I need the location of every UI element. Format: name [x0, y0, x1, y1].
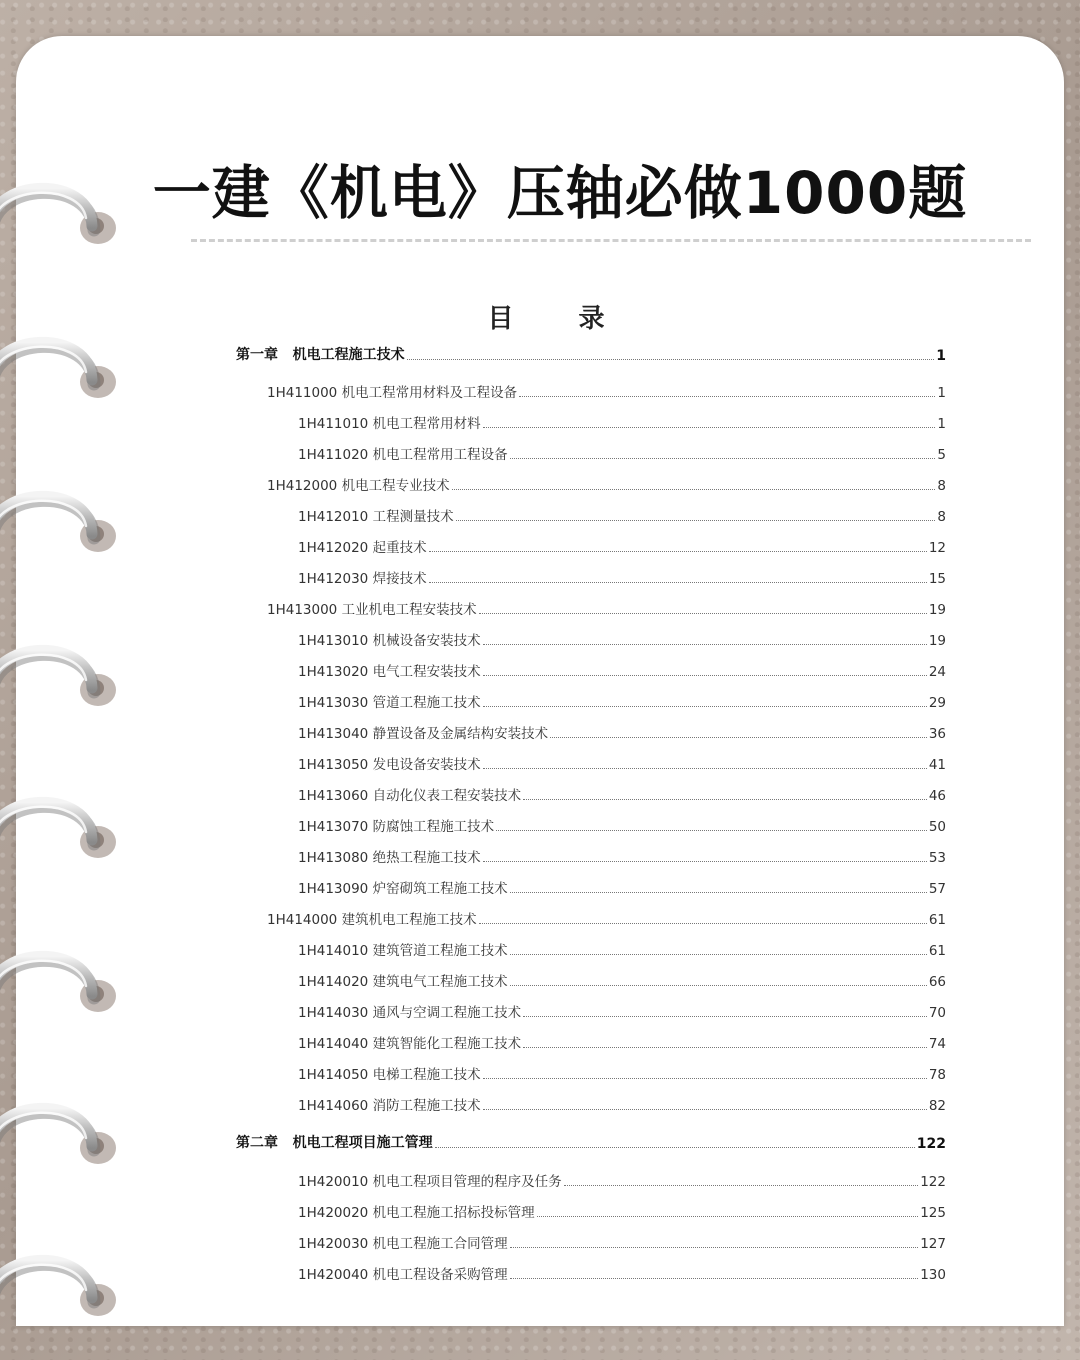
toc-leader-dots [550, 737, 927, 738]
toc-entry[interactable] [236, 1201, 946, 1221]
toc-entry[interactable] [236, 629, 946, 649]
toc-entry-page: 24 [928, 664, 946, 680]
toc-entry[interactable] [236, 660, 946, 680]
toc-leader-dots [510, 892, 927, 893]
toc-leader-dots [483, 1109, 927, 1110]
toc-entry-title: 1H412000 机电工程专业技术 [267, 478, 450, 494]
binding-ring-icon [0, 782, 120, 862]
toc-entry[interactable] [236, 722, 946, 742]
toc-entry-title: 1H414050 电梯工程施工技术 [298, 1067, 481, 1083]
toc-heading: 目 录 [487, 304, 633, 334]
binding-ring-icon [0, 476, 120, 556]
toc-entry-page: 122 [916, 1136, 946, 1152]
toc-entry-title: 1H412020 起重技术 [298, 540, 427, 556]
binding-ring-icon [0, 1240, 120, 1320]
toc-leader-dots [479, 613, 927, 614]
toc-entry[interactable] [236, 381, 946, 401]
toc-entry-page: 66 [928, 974, 946, 990]
toc-leader-dots [407, 359, 935, 360]
toc-entry[interactable] [236, 505, 946, 525]
toc-entry-page: 29 [928, 695, 946, 711]
toc-leader-dots [523, 799, 927, 800]
toc-entry-page: 61 [928, 912, 946, 928]
toc-leader-dots [510, 458, 936, 459]
toc-leader-dots [510, 954, 927, 955]
toc-entry-title: 1H413050 发电设备安装技术 [298, 757, 481, 773]
toc-entry-title: 1H413090 炉窑砌筑工程施工技术 [298, 881, 508, 897]
toc-leader-dots [483, 1078, 927, 1079]
toc-entry-title: 1H414040 建筑智能化工程施工技术 [298, 1036, 522, 1052]
toc-entry-page: 1 [937, 416, 946, 432]
toc-entry-title: 1H411010 机电工程常用材料 [298, 416, 481, 432]
toc-entry-title: 1H414000 建筑机电工程施工技术 [267, 912, 477, 928]
toc-entry-title: 1H411000 机电工程常用材料及工程设备 [267, 385, 518, 401]
toc-entry-page: 1 [937, 385, 946, 401]
toc-entry-title: 第二章 机电工程项目施工管理 [236, 1135, 433, 1151]
toc-entry-page: 8 [937, 478, 946, 494]
toc-entry[interactable] [236, 784, 946, 804]
toc-entry-title: 1H414060 消防工程施工技术 [298, 1098, 481, 1114]
toc-entry[interactable] [236, 536, 946, 556]
toc-entry[interactable] [236, 598, 946, 618]
toc-entry-title: 1H414010 建筑管道工程施工技术 [298, 943, 508, 959]
toc-entry-page: 78 [928, 1067, 946, 1083]
toc-entry[interactable] [236, 1094, 946, 1114]
toc-entry-page: 12 [928, 540, 946, 556]
toc-leader-dots [483, 644, 927, 645]
toc-entry-page: 82 [928, 1098, 946, 1114]
toc-entry-page: 5 [937, 447, 946, 463]
document-page [16, 36, 1064, 1326]
binding-ring-icon [0, 630, 120, 710]
toc-leader-dots [483, 861, 927, 862]
page-title: 一建《机电》压轴必做1000题 [152, 159, 968, 227]
toc-entry-title: 1H413020 电气工程安装技术 [298, 664, 481, 680]
toc-entry[interactable] [236, 753, 946, 773]
toc-entry-title: 1H413040 静置设备及金属结构安装技术 [298, 726, 549, 742]
toc-entry-page: 1 [936, 348, 946, 364]
toc-leader-dots [429, 582, 927, 583]
toc-leader-dots [523, 1047, 927, 1048]
toc-entry-page: 8 [937, 509, 946, 525]
toc-entry[interactable] [236, 846, 946, 866]
toc-entry-page: 36 [928, 726, 946, 742]
toc-entry-title: 1H411020 机电工程常用工程设备 [298, 447, 508, 463]
toc-entry-page: 19 [928, 633, 946, 649]
toc-entry-title: 1H413060 自动化仪表工程安装技术 [298, 788, 522, 804]
toc-entry[interactable] [236, 1132, 946, 1152]
toc-entry-title: 1H414020 建筑电气工程施工技术 [298, 974, 508, 990]
toc-entry-title: 1H420030 机电工程施工合同管理 [298, 1236, 508, 1252]
toc-entry-title: 1H412010 工程测量技术 [298, 509, 454, 525]
toc-entry-page: 46 [928, 788, 946, 804]
toc-entry-page: 74 [928, 1036, 946, 1052]
toc-entry[interactable] [236, 1170, 946, 1190]
toc-entry[interactable] [236, 815, 946, 835]
toc-leader-dots [519, 396, 935, 397]
binding-ring-icon [0, 322, 120, 402]
toc-entry-title: 1H420020 机电工程施工招标投标管理 [298, 1205, 535, 1221]
toc-entry[interactable] [236, 877, 946, 897]
toc-entry-page: 125 [920, 1205, 946, 1221]
toc-entry-title: 1H420040 机电工程设备采购管理 [298, 1267, 508, 1283]
toc-entry-page: 53 [928, 850, 946, 866]
toc-entry[interactable] [236, 691, 946, 711]
toc-entry-page: 130 [920, 1267, 946, 1283]
toc-leader-dots [435, 1147, 915, 1148]
toc-entry[interactable] [236, 443, 946, 463]
toc-entry[interactable] [236, 1001, 946, 1021]
title-divider [191, 239, 1031, 242]
toc-leader-dots [510, 1247, 919, 1248]
toc-entry-title: 第一章 机电工程施工技术 [236, 347, 405, 363]
toc-leader-dots [483, 768, 927, 769]
toc-entry-title: 1H413000 工业机电工程安装技术 [267, 602, 477, 618]
toc-entry[interactable] [236, 1263, 946, 1283]
toc-entry-title: 1H413070 防腐蚀工程施工技术 [298, 819, 495, 835]
toc-leader-dots [483, 675, 927, 676]
toc-leader-dots [510, 985, 927, 986]
toc-entry-title: 1H420010 机电工程项目管理的程序及任务 [298, 1174, 562, 1190]
toc-leader-dots [456, 520, 936, 521]
toc-entry[interactable] [236, 1232, 946, 1252]
toc-leader-dots [510, 1278, 919, 1279]
toc-entry[interactable] [236, 344, 946, 364]
binding-ring-icon [0, 168, 120, 248]
toc-entry-title: 1H413010 机械设备安装技术 [298, 633, 481, 649]
toc-entry[interactable] [236, 1063, 946, 1083]
toc-entry[interactable] [236, 1032, 946, 1052]
toc-entry[interactable] [236, 412, 946, 432]
toc-entry-page: 19 [928, 602, 946, 618]
toc-entry-page: 70 [928, 1005, 946, 1021]
toc-entry-page: 122 [920, 1174, 946, 1190]
toc-leader-dots [479, 923, 927, 924]
toc-leader-dots [523, 1016, 927, 1017]
toc-entry-title: 1H412030 焊接技术 [298, 571, 427, 587]
toc-entry-title: 1H414030 通风与空调工程施工技术 [298, 1005, 522, 1021]
toc-entry-title: 1H413080 绝热工程施工技术 [298, 850, 481, 866]
toc-leader-dots [483, 706, 927, 707]
toc-entry-title: 1H413030 管道工程施工技术 [298, 695, 481, 711]
toc-entry-page: 61 [928, 943, 946, 959]
toc-entry[interactable] [236, 908, 946, 928]
toc-entry[interactable] [236, 474, 946, 494]
toc-entry[interactable] [236, 970, 946, 990]
toc-entry-page: 57 [928, 881, 946, 897]
toc-leader-dots [537, 1216, 919, 1217]
toc-entry-page: 127 [920, 1236, 946, 1252]
toc-entry[interactable] [236, 567, 946, 587]
toc-leader-dots [452, 489, 936, 490]
toc-leader-dots [496, 830, 927, 831]
binding-ring-icon [0, 936, 120, 1016]
binding-ring-icon [0, 1088, 120, 1168]
toc-entry-page: 50 [928, 819, 946, 835]
toc-leader-dots [564, 1185, 919, 1186]
toc-leader-dots [429, 551, 927, 552]
toc-entry-page: 41 [928, 757, 946, 773]
toc-entry[interactable] [236, 939, 946, 959]
toc-leader-dots [483, 427, 936, 428]
toc-entry-page: 15 [928, 571, 946, 587]
